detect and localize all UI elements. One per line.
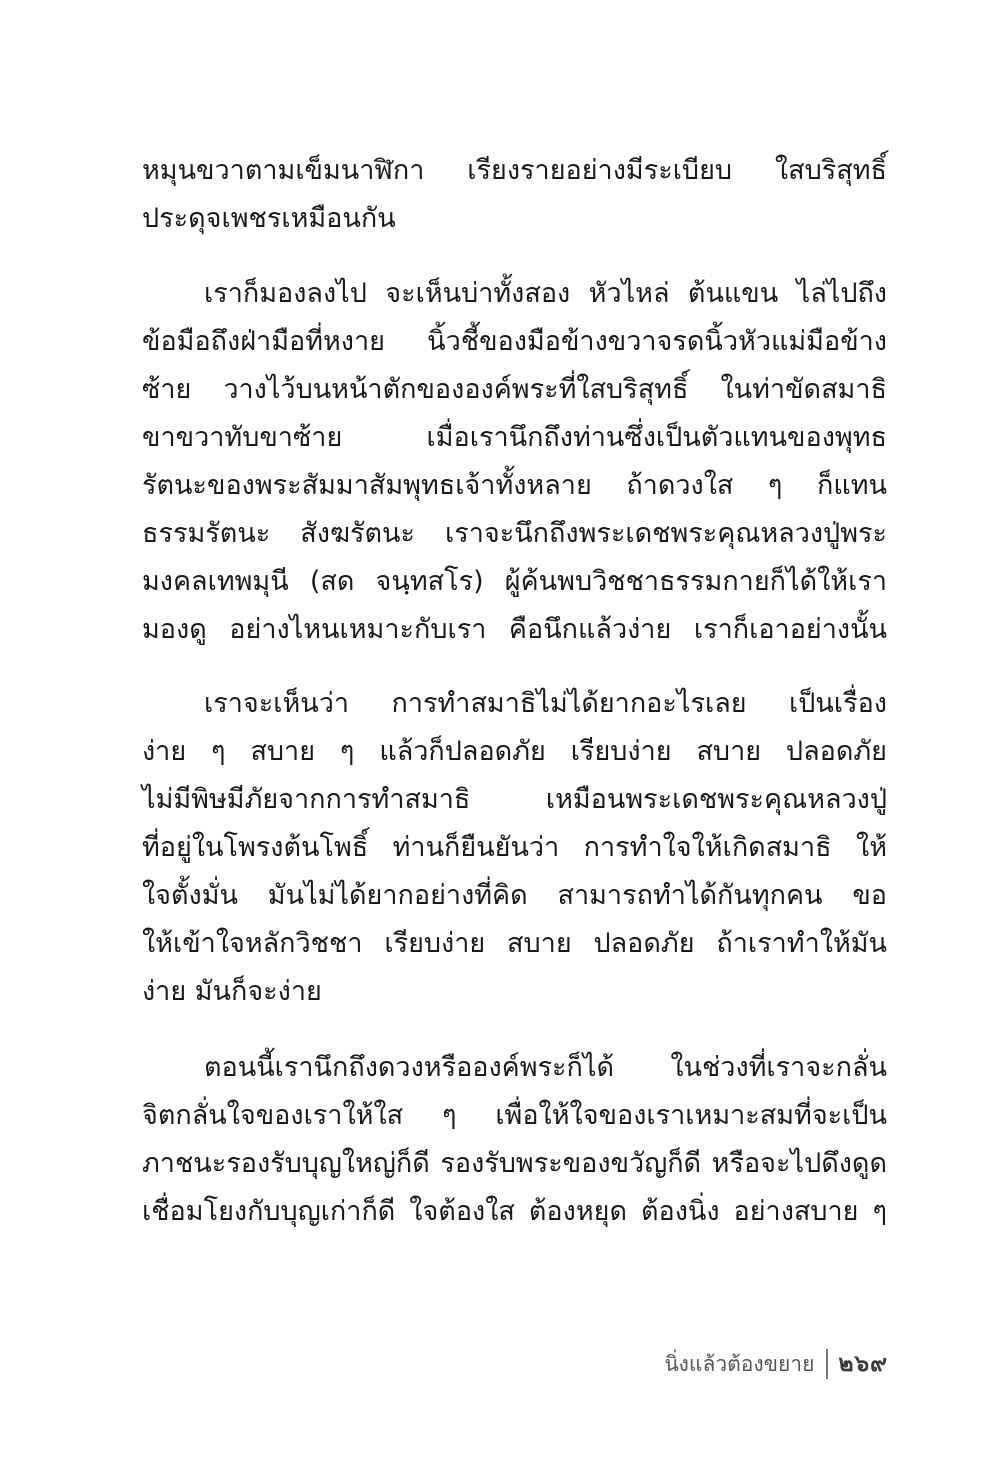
text-line: ง่าย มันก็จะง่าย [142,976,322,1007]
text-line: เชื่อมโยงกับบุญเก่าก็ดี ใจต้องใส ต้องหยุด ต้องนิ่ง อย่างสบาย ๆ [142,1196,887,1227]
text-line: ตอนนี้เรานึกถึงดวงหรือองค์พระก็ได้ ในช่วงที่เราจะกลั่น [204,1052,887,1083]
text-line: เราจะเห็นว่า การทำสมาธิไม่ได้ยากอะไรเลย เป็นเรื่อง [204,688,887,719]
text-line: ง่าย ๆ สบาย ๆ แล้วก็ปลอดภัย เรียบง่าย สบาย ปลอดภัย [142,736,887,767]
text-line: เราก็มองลงไป จะเห็นบ่าทั้งสอง หัวไหล่ ต้นแขน ไล่ไปถึง [204,278,887,309]
text-line: ธรรมรัตนะ สังฆรัตนะ เราจะนึกถึงพระเดชพระคุณหลวงปู่พระ [142,518,887,549]
text-line: จิตกลั่นใจของเราให้ใส ๆ เพื่อให้ใจของเราเหมาะสมที่จะเป็น [142,1100,887,1131]
running-title: นิ่งแล้วต้องขยาย [664,1351,815,1376]
text-line: ที่อยู่ในโพรงต้นโพธิ์ ท่านก็ยืนยันว่า การทำใจให้เกิดสมาธิ ให้ [142,832,887,863]
text-line: ซ้าย วางไว้บนหน้าตักขององค์พระที่ใสบริสุทธิ์ ในท่าขัดสมาธิ [142,374,887,405]
text-line: มงคลเทพมุนี (สด จนฺทสโร) ผู้ค้นพบวิชชาธรรมกายก็ได้ให้เรา [142,566,887,597]
text-line: มองดู อย่างไหนเหมาะกับเรา คือนึกแล้วง่าย เราก็เอาอย่างนั้น [142,614,887,645]
text-line: ใจตั้งมั่น มันไม่ได้ยากอย่างที่คิด สามารถทำได้กันทุกคน ขอ [142,880,887,911]
text-line: ขาขวาทับขาซ้าย เมื่อเรานึกถึงท่านซึ่งเป็นตัวแทนของพุทธ [142,422,887,453]
paragraph-4 [142,1044,887,1236]
body-text [142,147,887,1236]
page-footer [664,1346,888,1382]
text-line: ข้อมือถึงฝ่ามือที่หงาย นิ้วชี้ของมือข้างขวาจรดนิ้วหัวแม่มือข้าง [142,326,887,357]
paragraph-2 [142,270,887,654]
page-number: ๒๖๙ [838,1351,888,1377]
text-line: ให้เข้าใจหลักวิชชา เรียบง่าย สบาย ปลอดภัย ถ้าเราทำให้มัน [142,928,887,959]
paragraph-3 [142,680,887,1016]
text-line: รัตนะของพระสัมมาสัมพุทธเจ้าทั้งหลาย ถ้าดวงใส ๆ ก็แทน [142,470,887,501]
text-line: หมุนขวาตามเข็มนาฬิกา เรียงรายอย่างมีระเบียบ ใสบริสุทธิ์ [142,155,887,186]
text-line: ประดุจเพชรเหมือนกัน [142,203,396,234]
text-line: ไม่มีพิษมีภัยจากการทำสมาธิ เหมือนพระเดชพระคุณหลวงปู่ [142,784,887,815]
paragraph-1 [142,147,887,243]
footer-divider [826,1349,828,1379]
text-line: ภาชนะรองรับบุญใหญ่ก็ดี รองรับพระของขวัญก็ดี หรือจะไปดึงดูด [142,1148,887,1179]
